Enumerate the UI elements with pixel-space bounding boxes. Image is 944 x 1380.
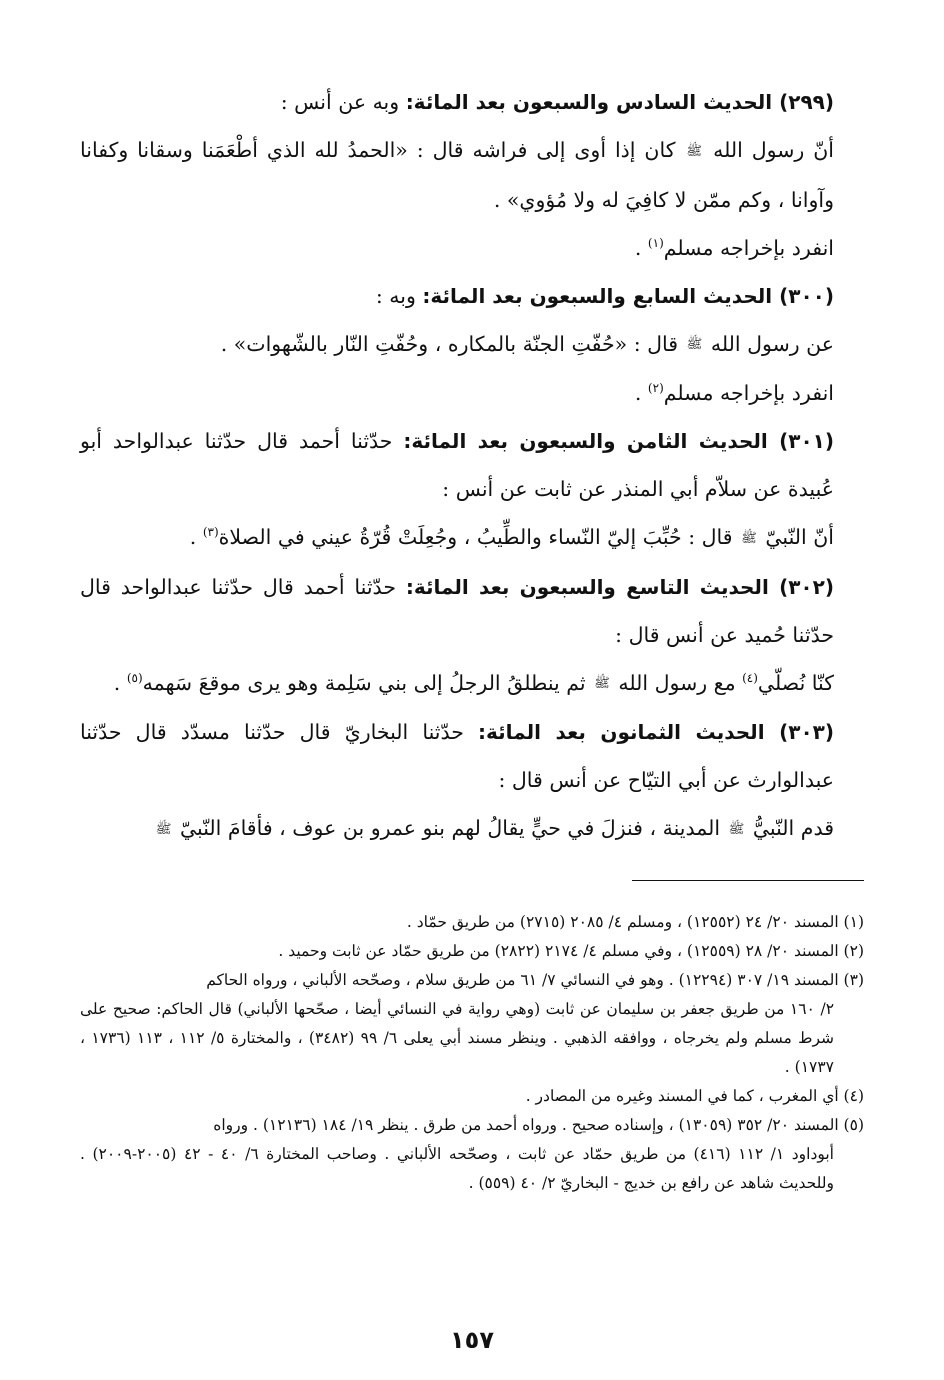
hadith-303-heading: (٣٠٣) الحديث الثمانون بعد المائة:	[478, 720, 835, 744]
hadith-302-heading-line	[80, 563, 864, 659]
salawat-symbol: ﷺ	[686, 143, 703, 159]
footnote-marker-4: (٤)	[742, 670, 758, 685]
salawat-symbol: ﷺ	[594, 676, 610, 691]
hadith-301-heading-line	[80, 417, 864, 513]
page-number: ١٥٧	[450, 1326, 494, 1354]
hadith-301-text-a: أنّ النّبيّ	[758, 525, 834, 549]
hadith-300-ref	[80, 369, 864, 417]
hadith-299-intro: وبه عن أنس :	[280, 90, 406, 114]
hadith-301-text	[80, 513, 864, 563]
hadith-301-text-b: قال : حُبِّبَ إليّ النّساء والطِّيبُ ، وجُعِلَتْ قُرّةُ عيني في الصلاة	[218, 525, 740, 549]
hadith-302-text-c: ثم ينطلقُ الرجلُ إلى بني سَلِمة وهو يرى موقعَ سَهمه	[142, 670, 593, 695]
hadith-300-text-a: عن رسول الله	[704, 331, 834, 356]
salawat-symbol: ﷺ	[741, 530, 757, 546]
hadith-302-heading: (٣٠٢) الحديث التاسع والسبعون بعد المائة:	[405, 574, 834, 599]
hadith-299-ref-end: .	[634, 235, 648, 260]
hadith-299-text	[80, 126, 864, 224]
hadith-300-ref-text: انفرد بإخراجه مسلم	[663, 381, 834, 405]
hadith-303-heading-line	[80, 708, 864, 804]
footnote-separator	[632, 880, 864, 881]
hadith-302-intro: حدّثنا أحمد قال حدّثنا عبدالواحد قال حدّثنا حُميد عن أنس قال :	[80, 574, 834, 647]
footnote-marker-2: (٢)	[647, 381, 664, 396]
hadith-299-text-b: كان إذا أوى إلى فراشه قال : «الحمدُ لله الذي أطْعَمَنا وسقانا وكفانا وآوانا ، وكم ممّن لا كافِيَ له ولا مُؤوي» .	[80, 138, 834, 212]
footnote-5: (٥) المسند ٢٠/ ٣٥٢ (١٣٠٥٩) ، وإسناده صحيح . ورواه أحمد من طرق . ينظر ١٩/ ١٨٤ (١٢١٣٦) . ورواه	[213, 1116, 864, 1134]
footnote-marker-5: (٥)	[126, 670, 143, 685]
hadith-300-text-b: قال : «حُفّتِ الجنّة بالمكاره ، وحُفّتِ النّار بالشّهوات» .	[220, 331, 685, 356]
hadith-303-intro: حدّثنا البخاريّ قال حدّثنا مسدّد قال حدّثنا عبدالوارث عن أبي التيّاح عن أنس قال :	[80, 720, 834, 792]
hadith-299-ref-text: انفرد بإخراجه مسلم	[663, 235, 834, 260]
salawat-symbol: ﷺ	[686, 337, 703, 352]
footnotes	[80, 908, 864, 1198]
footnote-4: (٤) أي المغرب ، كما في المسند وغيره من المصادر .	[525, 1087, 864, 1105]
footnote-3: (٣) المسند ١٩/ ٣٠٧ (١٢٢٩٤) . وهو في النسائي ٧/ ٦١ من طريق سلام ، وصحّحه الألباني ، ورواه الحاكم	[206, 971, 864, 989]
hadith-300-text	[80, 320, 864, 370]
main-text	[80, 78, 864, 854]
footnote-marker-1: (١)	[647, 235, 664, 250]
hadith-303-text-b: المدينة ، فنزلَ في حيٍّ يقالُ لهم بنو عمرو بن عوف ، فأقامَ النّبيّ	[173, 816, 727, 840]
hadith-300-heading-line	[80, 272, 864, 320]
footnote-2: (٢) المسند ٢٠/ ٢٨ (١٢٥٥٩) ، وفي مسلم ٤/ ٢١٧٤ (٢٨٢٢) من طريق حمّاد عن ثابت وحميد .	[278, 942, 864, 960]
hadith-303-text	[80, 804, 864, 854]
hadith-302-text	[80, 659, 864, 709]
hadith-301-intro: حدّثنا أحمد قال حدّثنا عبدالواحد أبو عُبيدة عن سلاّم أبي المنذر عن ثابت عن أنس :	[80, 429, 834, 501]
footnote-1: (١) المسند ٢٠/ ٢٤ (١٢٥٥٢) ، ومسلم ٤/ ٢٠٨٥ (٢٧١٥) من طريق حمّاد .	[406, 913, 864, 931]
hadith-302-text-b: مع رسول الله	[611, 670, 743, 695]
hadith-299-heading-line	[80, 78, 864, 126]
footnote-5-continued: أبوداود ١/ ١١٢ (٤١٦) من طريق حمّاد عن ثابت ، وصحّحه الألباني . وصاحب المختارة ٦/ ٤٠ - ٤٢ (٢٠٠٥-٢٠٠٩) . وللحديث شاهد عن رافع بن خديج - البخاريّ ٢/ ٤٠ (٥٥٩) .	[80, 1145, 834, 1192]
hadith-303-text-a: قدم النّبيُّ	[746, 816, 834, 840]
hadith-300-intro: وبه :	[375, 283, 423, 308]
hadith-302-text-end: .	[113, 670, 127, 695]
footnote-3-continued: ٢/ ١٦٠ من طريق جعفر بن سليمان عن ثابت (وهي رواية في النسائي أيضا ، صحّحها الألباني) قال الحاكم: صحيح على شرط مسلم ولم يخرجاه ، ووافقه الذهبي . وينظر مسند أبي يعلى ٦/ ٩٩ (٣٤٨٢) ، والمختارة ٥/ ١١٢ ، ١١٣ (١٧٣٦ ، ١٧٣٧) .	[80, 1000, 835, 1076]
salawat-symbol: ﷺ	[728, 821, 745, 837]
hadith-302-text-a: كنّا نُصلّي	[757, 670, 834, 695]
hadith-301-heading: (٣٠١) الحديث الثامن والسبعون بعد المائة:	[403, 429, 834, 453]
hadith-299-heading: (٢٩٩) الحديث السادس والسبعون بعد المائة:	[405, 90, 834, 114]
hadith-300-heading: (٣٠٠) الحديث السابع والسبعون بعد المائة:	[422, 283, 834, 308]
hadith-299-ref	[80, 224, 864, 272]
hadith-300-ref-end: .	[634, 381, 648, 405]
footnote-marker-3: (٣)	[202, 525, 219, 540]
hadith-299-text-a: أنّ رسول الله	[704, 138, 834, 162]
salawat-symbol: ﷺ	[155, 821, 172, 837]
hadith-301-text-end: .	[189, 525, 203, 549]
